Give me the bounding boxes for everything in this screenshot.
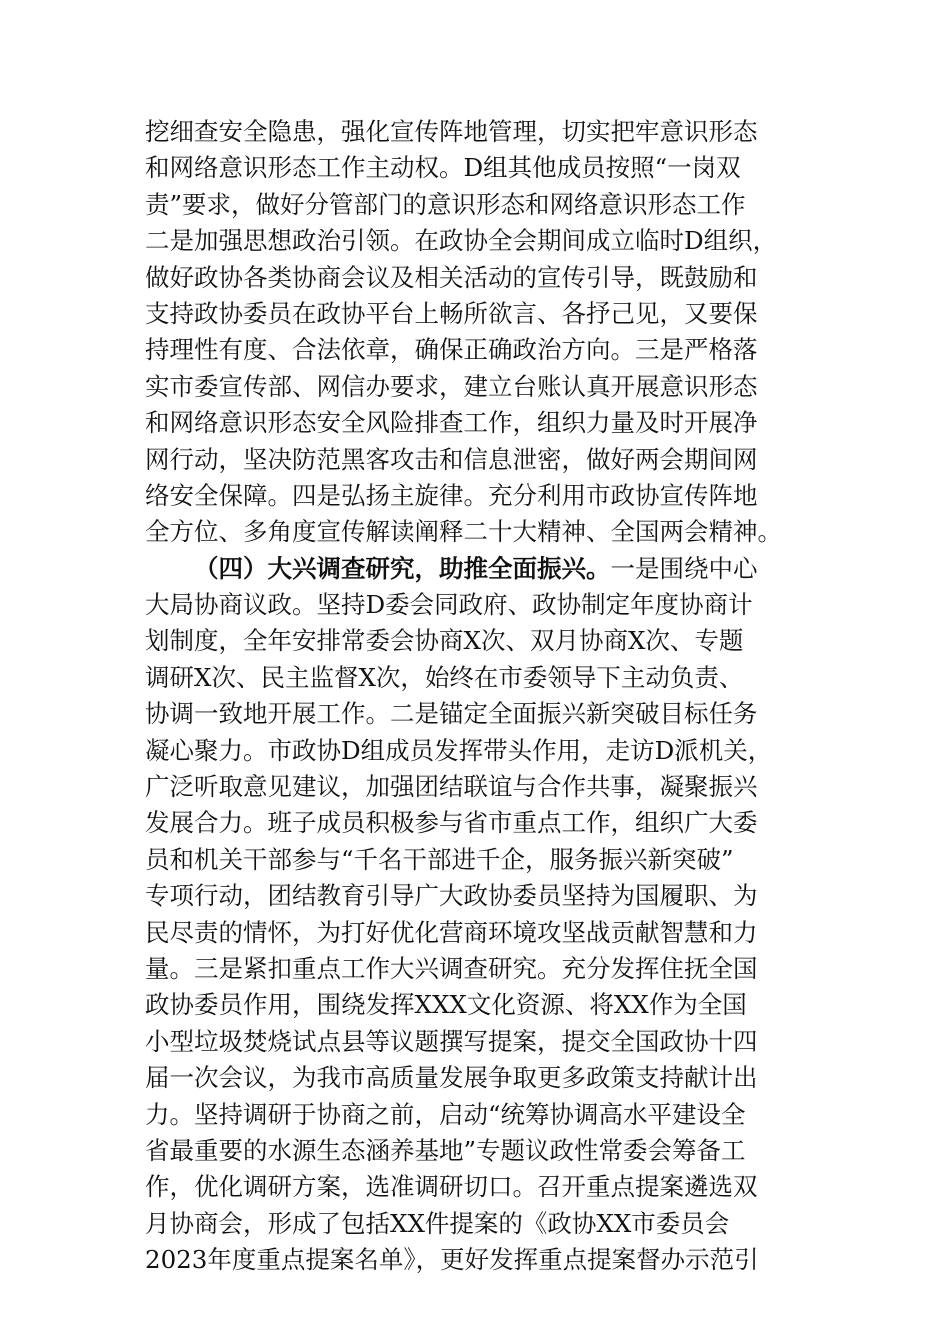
text-line: 大局协商议政。坚持D委会同政府、政协制定年度协商计 xyxy=(145,590,753,620)
text-line: 民尽责的情怀，为打好优化营商环境攻坚战贡献智慧和力 xyxy=(145,917,758,947)
text-line: 全方位、多角度宣传解读阐释二十大精神、全国两会精神。 xyxy=(145,517,782,547)
text-line: 挖细查安全隐患，强化宣传阵地管理，切实把牢意识形态 xyxy=(145,117,758,146)
section-heading-tail: 一是围绕中心 xyxy=(610,553,758,583)
text-line: 届一次会议，为我市高质量发展争取更多政策支持献计出 xyxy=(145,1063,758,1093)
text-line: 凝心聚力。市政协D组成员发挥带头作用，走访D派机关， xyxy=(145,735,773,765)
text-line: 月协商会，形成了包括XX件提案的《政协XX市委员会 xyxy=(145,1208,730,1238)
text-line: 省最重要的水源生态涵养基地”专题议政性常委会筹备工 xyxy=(145,1135,746,1165)
text-line: 和网络意识形态安全风险排查工作，组织力量及时开展净 xyxy=(145,408,758,438)
text-line: 小型垃圾焚烧试点县等议题撰写提案，提交全国政协十四 xyxy=(145,1026,758,1056)
text-line: 协调一致地开展工作。二是锚定全面振兴新突破目标任务 xyxy=(145,699,758,729)
text-line: 网行动，坚决防范黑客攻击和信息泄密，做好两会期间网 xyxy=(145,444,758,474)
section-heading: （四）大兴调查研究，助推全面振兴。 xyxy=(194,553,611,583)
text-line: 实市委宣传部、网信办要求，建立台账认真开展意识形态 xyxy=(145,371,758,401)
text-line: 络安全保障。四是弘扬主旋律。充分利用市政协宣传阵地 xyxy=(145,480,758,510)
section-heading-line xyxy=(145,551,815,587)
text-line: 二是加强思想政治引领。在政协全会期间成立临时D组织， xyxy=(145,226,778,256)
text-line: 政协委员作用，围绕发挥XXX文化资源、将XX作为全国 xyxy=(145,990,747,1020)
body-text xyxy=(145,114,815,1279)
text-line: 持理性有度、合法依章，确保正确政治方向。三是严格落 xyxy=(145,335,758,365)
text-line: 量。三是紧扣重点工作大兴调查研究。充分发挥住抚全国 xyxy=(145,953,758,983)
text-line: 做好政协各类协商会议及相关活动的宣传引导，既鼓励和 xyxy=(145,262,758,292)
text-line: 员和机关干部参与“千名干部进千企，服务振兴新突破” xyxy=(145,844,734,874)
text-line: 划制度，全年安排常委会协商X次、双月协商X次、专题 xyxy=(145,626,744,656)
text-line: 和网络意识形态工作主动权。D组其他成员按照“一岗双 xyxy=(145,153,741,183)
text-line: 作，优化调研方案，选准调研切口。召开重点提案遴选双 xyxy=(145,1172,758,1202)
text-line: 力。坚持调研于协商之前，启动“统筹协调高水平建设全 xyxy=(145,1099,746,1129)
text-line: 发展合力。班子成员积极参与省市重点工作，组织广大委 xyxy=(145,808,758,838)
text-line: 广泛听取意见建议，加强团结联谊与合作共事，凝聚振兴 xyxy=(145,772,758,802)
text-line: 调研X次、民主监督X次，始终在市委领导下主动负责、 xyxy=(145,662,744,692)
text-line: 专项行动，团结教育引导广大政协委员坚持为国履职、为 xyxy=(145,881,758,911)
text-line: 支持政协委员在政协平台上畅所欲言、各抒己见，又要保 xyxy=(145,298,758,328)
text-line: 责”要求，做好分管部门的意识形态和网络意识形态工作 xyxy=(145,189,746,219)
text-line: 2023年度重点提案名单》，更好发挥重点提案督办示范引 xyxy=(145,1245,759,1275)
